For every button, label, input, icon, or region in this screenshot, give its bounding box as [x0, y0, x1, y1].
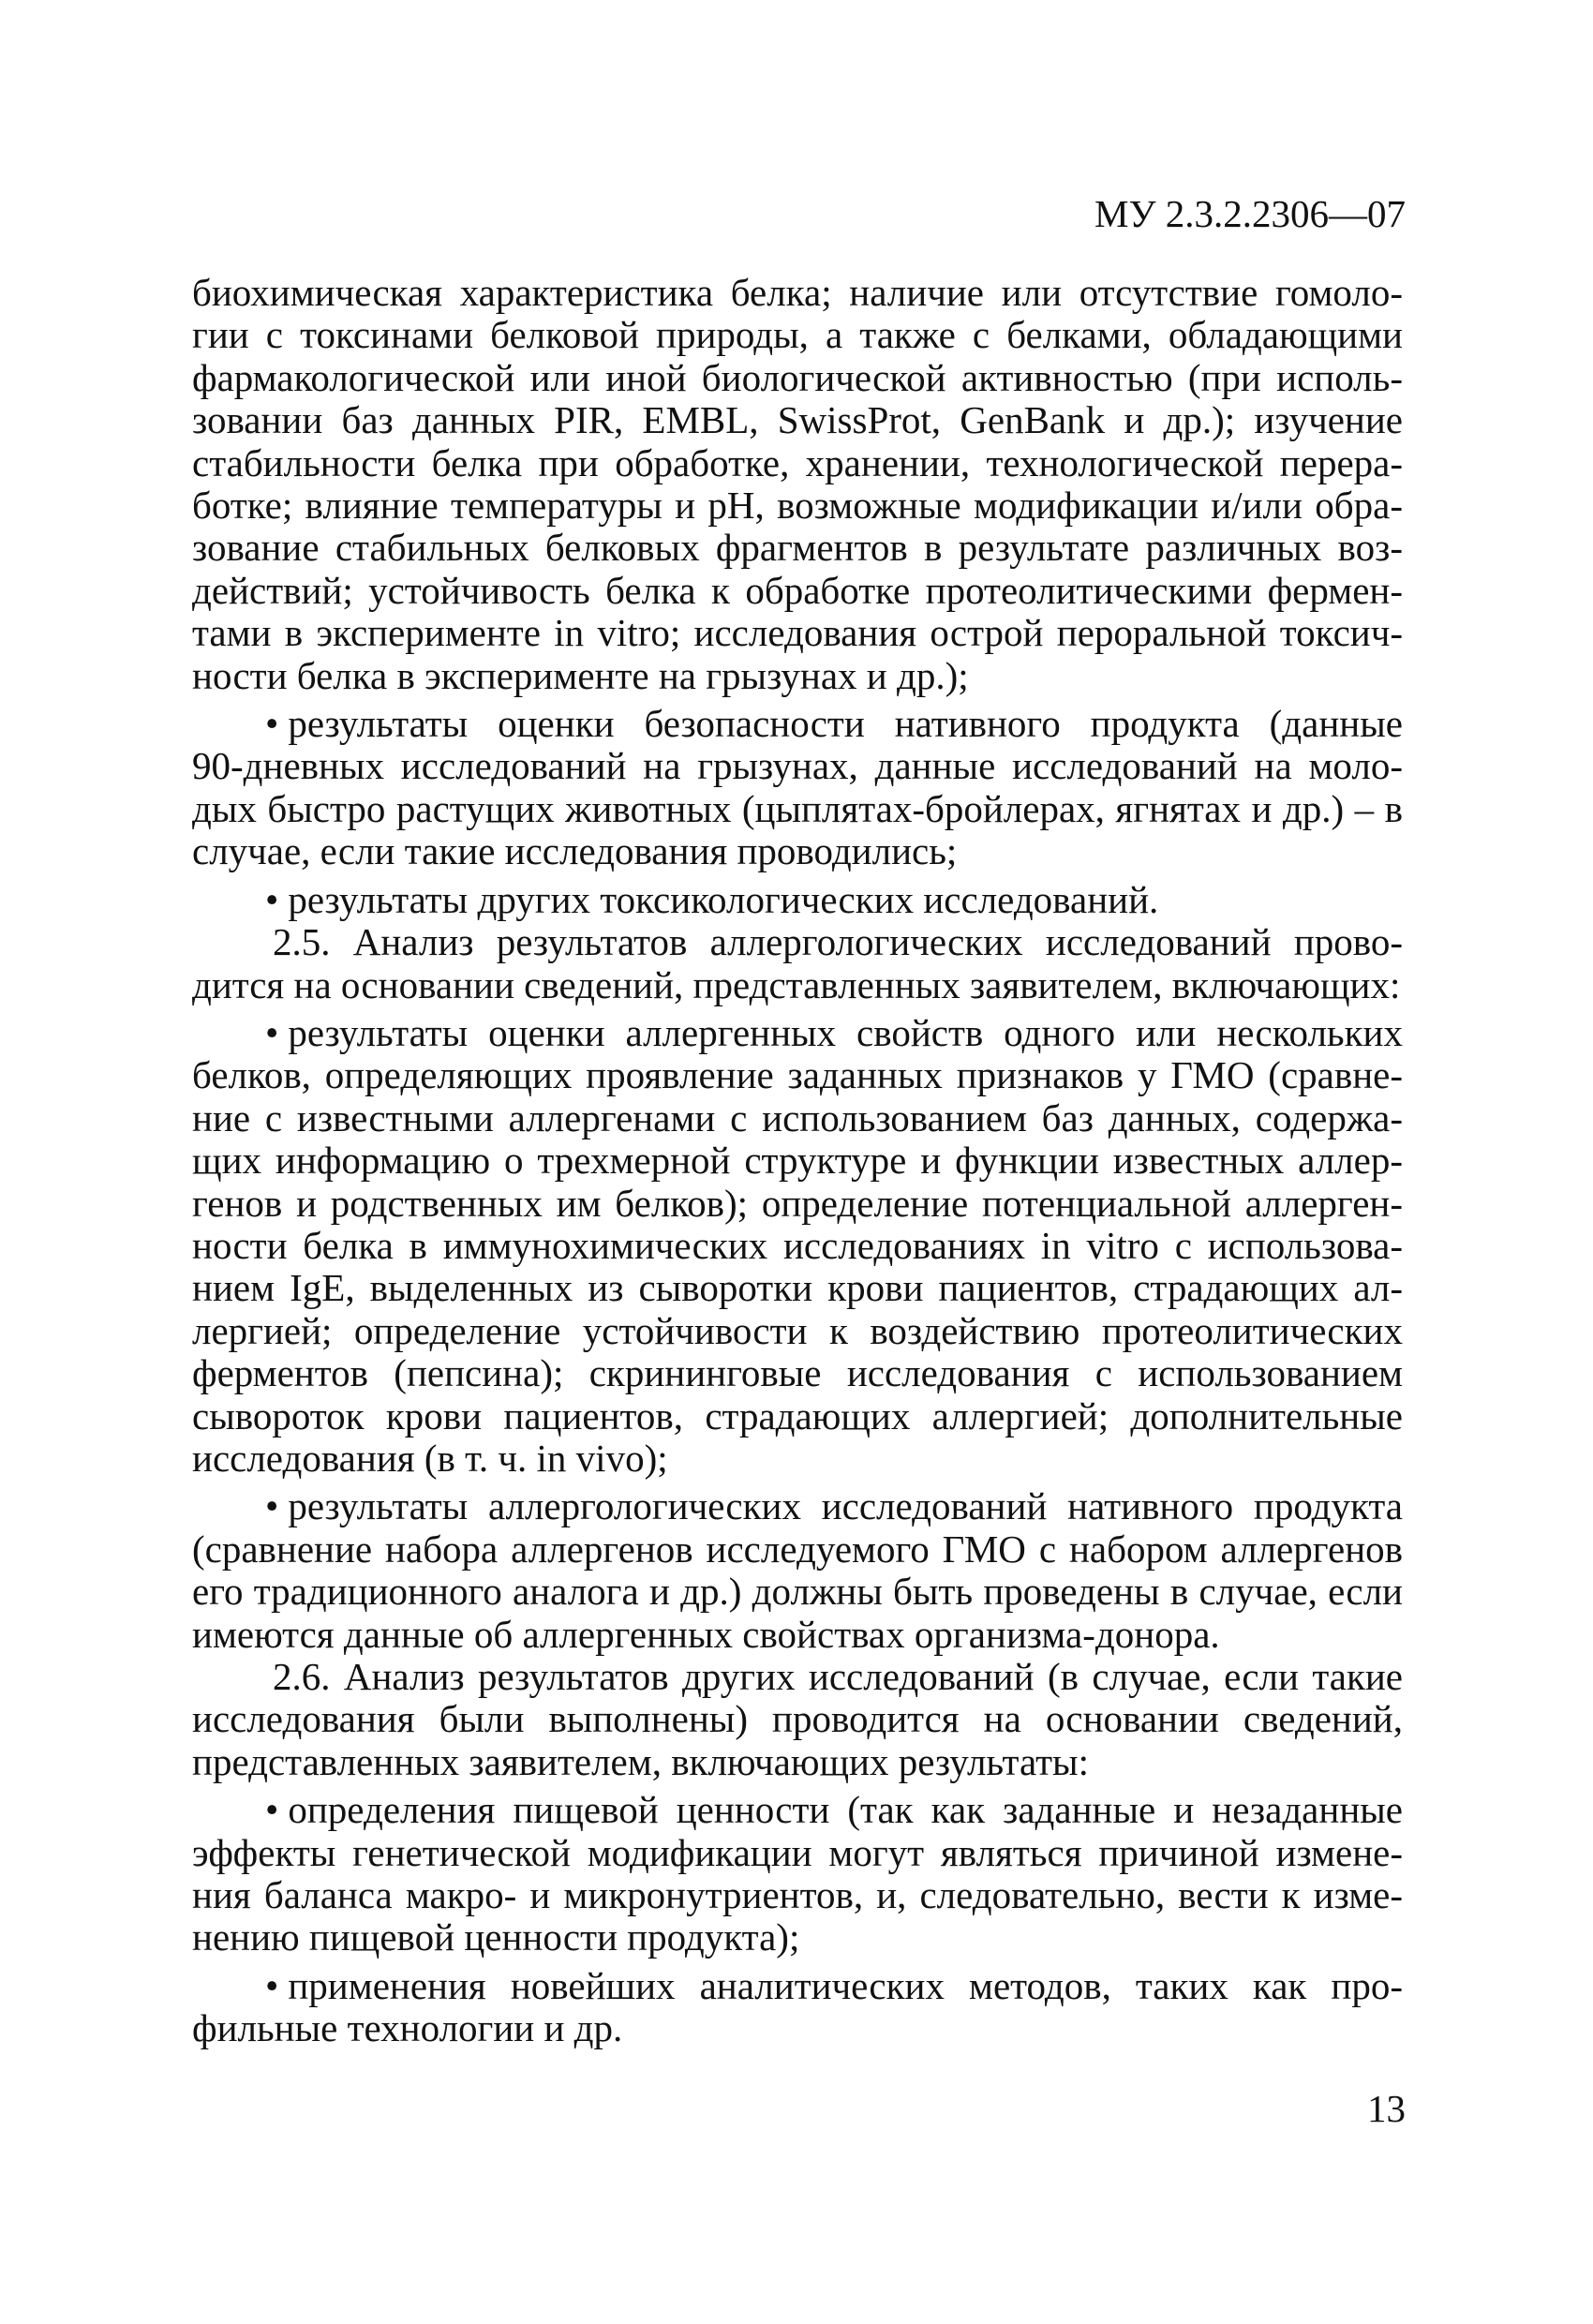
text-line: его традиционного аналога и др.) должны быть проведены в случае, если	[192, 1570, 1403, 1614]
text-line: 2.5. Анализ результатов аллергологических исследований прово-	[273, 920, 1403, 964]
text-line: сывороток крови пациентов, страдающих аллергией; дополнительные	[192, 1393, 1403, 1438]
bullet-item	[192, 703, 1403, 873]
text-line: нием IgE, выделенных из сыворотки крови пациентов, страдающих ал-	[192, 1266, 1403, 1310]
text-line: тами в эксперименте in vitro; исследования острой пероральной токсич-	[192, 611, 1403, 655]
text-line	[192, 1012, 1403, 1054]
text-line: дых быстро растущих животных (цыплятах-бройлерах, ягнятах и др.) – в	[192, 786, 1403, 830]
text-line: дится на основании сведений, представленных заявителем, включающих:	[192, 962, 1401, 1006]
text-line: ности белка в эксперименте на грызунах и др.);	[192, 653, 969, 697]
bullet-icon: •	[265, 1010, 279, 1054]
text-line: ности белка в иммунохимических исследованиях in vitro с использова-	[192, 1223, 1403, 1267]
bullet-text: результаты оценки аллергенных свойств одного или нескольких	[288, 1010, 1403, 1054]
text-line: действий; устойчивость белка к обработке протеолитическими фермен-	[192, 568, 1403, 612]
text-line: лергией; определение устойчивости к воздействию протеолитических	[192, 1308, 1403, 1352]
bullet-text: применения новейших аналитических методов, таких как про-	[288, 1963, 1403, 2007]
text-line	[192, 703, 1403, 745]
text-line: щих информацию о трехмерной структуре и функции известных аллер-	[192, 1139, 1403, 1183]
text-line	[192, 879, 1403, 921]
text-line: зование стабильных белковых фрагментов в результате различных воз-	[192, 526, 1403, 570]
bullet-icon: •	[265, 1963, 279, 2007]
text-line: исследования были выполнены) проводится на основании сведений,	[192, 1697, 1403, 1741]
section-paragraph	[192, 921, 1403, 1006]
text-line: ботке; влияние температуры и pH, возможные модификации и/или обра-	[192, 484, 1403, 528]
text-line: 90-дневных исследований на грызунах, данные исследований на моло-	[192, 744, 1403, 788]
section-paragraph	[192, 1656, 1403, 1783]
text-line: исследования (в т. ч. in vivo);	[192, 1436, 668, 1480]
bullet-item	[192, 1012, 1403, 1480]
bullet-icon: •	[265, 1484, 279, 1528]
text-line: представленных заявителем, включающих результаты:	[192, 1739, 1089, 1783]
paragraph	[192, 272, 1403, 697]
body-text	[192, 272, 1403, 2050]
text-line	[192, 1485, 1403, 1527]
bullet-item	[192, 1965, 1403, 2050]
text-line: ние с известными аллергенами с использованием баз данных, содержа-	[192, 1095, 1403, 1140]
bullet-icon: •	[265, 877, 279, 921]
text-line	[192, 1965, 1403, 2007]
bullet-text: результаты аллергологических исследований нативного продукта	[288, 1484, 1403, 1528]
text-line: генов и родственных им белков); определение потенциальной аллерген-	[192, 1181, 1403, 1225]
text-line: нению пищевой ценности продукта);	[192, 1915, 800, 1959]
bullet-text: результаты других токсикологических исследований.	[288, 877, 1159, 921]
text-line: фильные технологии и др.	[192, 2006, 623, 2050]
text-line: ферментов (пепсина); скрининговые исследования с использованием	[192, 1351, 1403, 1395]
text-line: эффекты генетической модификации могут являться причиной измене-	[192, 1830, 1403, 1874]
text-line: биохимическая характеристика белка; наличие или отсутствие гомоло-	[192, 271, 1403, 314]
bullet-text: результаты оценки безопасности нативного продукта (данные	[288, 702, 1403, 746]
text-line: (сравнение набора аллергенов исследуемого ГМО с набором аллергенов	[192, 1527, 1403, 1571]
text-line: 2.6. Анализ результатов других исследований (в случае, если такие	[273, 1655, 1403, 1698]
bullet-item	[192, 1789, 1403, 1959]
bullet-text: определения пищевой ценности (так как заданные и незаданные	[288, 1788, 1403, 1832]
text-line: фармакологической или иной биологической активностью (при исполь-	[192, 355, 1403, 399]
bullet-item	[192, 879, 1403, 921]
bullet-icon: •	[265, 1788, 279, 1832]
text-line	[192, 1789, 1403, 1831]
text-line: ния баланса макро- и микронутриентов, и, следовательно, вести к изме-	[192, 1873, 1403, 1917]
text-line: белков, определяющих проявление заданных признаков у ГМО (сравне-	[192, 1053, 1403, 1097]
bullet-icon: •	[265, 702, 279, 746]
text-line: случае, если такие исследования проводились;	[192, 829, 958, 873]
text-line: стабильности белка при обработке, хранении, технологической перера-	[192, 440, 1403, 484]
text-line: имеются данные об аллергенных свойствах организма-донора.	[192, 1612, 1220, 1656]
document-code: МУ 2.3.2.2306—07	[1094, 192, 1406, 235]
page-number: 13	[1367, 2087, 1406, 2130]
bullet-item	[192, 1485, 1403, 1656]
text-line: зовании баз данных PIR, EMBL, SwissProt, GenBank и др.); изучение	[192, 398, 1403, 442]
text-line: гии с токсинами белковой природы, а также с белками, обладающими	[192, 313, 1403, 357]
